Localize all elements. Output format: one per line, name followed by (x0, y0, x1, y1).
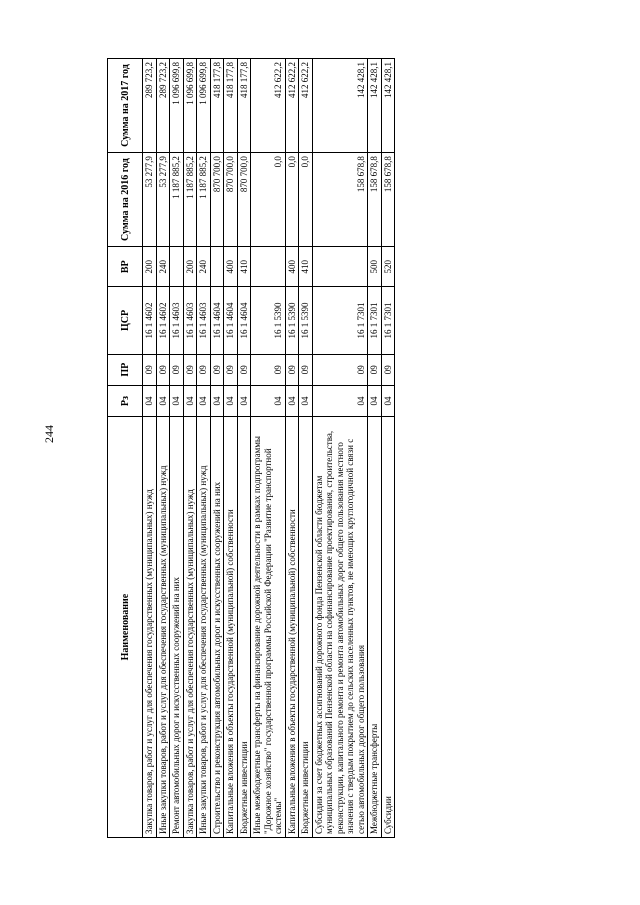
cell-vr: 500 (368, 247, 382, 287)
cell-vr: 410 (237, 247, 251, 287)
page-number: 244 (42, 425, 56, 443)
cell-vr (210, 247, 224, 287)
table-row (381, 59, 395, 838)
cell-vr (312, 247, 368, 287)
table-row (237, 59, 251, 838)
cell-pr: 09 (156, 354, 170, 385)
cell-sum-2017: 142 428,1 (381, 59, 395, 153)
cell-pr: 09 (170, 354, 184, 385)
cell-pr: 09 (285, 354, 299, 385)
cell-sum-2017: 418 177,8 (210, 59, 224, 153)
cell-csr: 16 1 4604 (237, 287, 251, 354)
cell-vr: 240 (197, 247, 211, 287)
cell-sum-2016: 0,0 (299, 153, 313, 247)
table-row (285, 59, 299, 838)
cell-sum-2016: 1 187 885,2 (197, 153, 211, 247)
cell-csr: 16 1 7301 (381, 287, 395, 354)
cell-vr (170, 247, 184, 287)
cell-sum-2016: 0,0 (251, 153, 286, 247)
header-pr: ПР (108, 354, 143, 385)
cell-csr: 16 1 4604 (224, 287, 238, 354)
table-row (170, 59, 184, 838)
cell-sum-2016: 53 277,9 (143, 153, 157, 247)
cell-rz: 04 (210, 385, 224, 416)
cell-rz: 04 (368, 385, 382, 416)
table-row (299, 59, 313, 838)
cell-sum-2017: 289 723,2 (156, 59, 170, 153)
table-row (312, 59, 368, 838)
cell-sum-2017: 1 096 699,8 (170, 59, 184, 153)
cell-name: Иные межбюджетные трансферты на финансирование дорожной деятельности в рамках подпрограммы "Дорожное хозяйство" государственной программы Российской Федерации "Развитие транспортной системы" (251, 417, 286, 838)
cell-pr: 09 (368, 354, 382, 385)
cell-csr: 16 1 7301 (368, 287, 382, 354)
cell-rz: 04 (224, 385, 238, 416)
cell-csr: 16 1 4603 (170, 287, 184, 354)
cell-sum-2016: 158 678,8 (368, 153, 382, 247)
cell-csr: 16 1 5390 (299, 287, 313, 354)
cell-vr: 200 (143, 247, 157, 287)
cell-pr: 09 (251, 354, 286, 385)
cell-csr: 16 1 7301 (312, 287, 368, 354)
cell-csr: 16 1 4603 (183, 287, 197, 354)
cell-sum-2016: 158 678,8 (312, 153, 368, 247)
cell-sum-2016: 1 187 885,2 (183, 153, 197, 247)
cell-rz: 04 (237, 385, 251, 416)
cell-rz: 04 (381, 385, 395, 416)
cell-rz: 04 (285, 385, 299, 416)
cell-csr: 16 1 4602 (156, 287, 170, 354)
cell-pr: 09 (143, 354, 157, 385)
cell-vr: 400 (285, 247, 299, 287)
header-vr: ВР (108, 247, 143, 287)
cell-name: Строительство и реконструкция автомобильных дорог и искусственных сооружений на них (210, 417, 224, 838)
cell-pr: 09 (237, 354, 251, 385)
cell-name: Межбюджетные трансферты (368, 417, 382, 838)
table-row (224, 59, 238, 838)
cell-pr: 09 (299, 354, 313, 385)
cell-sum-2017: 418 177,8 (237, 59, 251, 153)
header-rz: Рз (108, 385, 143, 416)
cell-sum-2016: 870 700,0 (210, 153, 224, 247)
cell-name: Субсидии за счет бюджетных ассигнований дорожного фонда Пензенской области бюджетам муниципальных образований Пензенской области на софинансирование проектирования, строительства, реконструкции, капитального ремонта и ремонта автомобильных дорог общего пользования местного значения с твердым покрытием до сельских населенных пунктов, не имеющих круглогодичной связи с сетью автомобильных дорог общего пользования (312, 417, 368, 838)
cell-vr: 520 (381, 247, 395, 287)
cell-sum-2017: 1 096 699,8 (183, 59, 197, 153)
cell-pr: 09 (381, 354, 395, 385)
cell-sum-2016: 158 678,8 (381, 153, 395, 247)
header-sum-2016: Сумма на 2016 год (108, 153, 143, 247)
cell-sum-2016: 870 700,0 (237, 153, 251, 247)
table-header-row (108, 59, 143, 838)
table-row (156, 59, 170, 838)
cell-name: Капитальные вложения в объекты государственной (муниципальной) собственности (224, 417, 238, 838)
cell-sum-2017: 412 622,2 (285, 59, 299, 153)
rotated-table-container (107, 58, 567, 838)
cell-pr: 09 (224, 354, 238, 385)
cell-sum-2017: 289 723,2 (143, 59, 157, 153)
cell-sum-2016: 1 187 885,2 (170, 153, 184, 247)
cell-sum-2016: 870 700,0 (224, 153, 238, 247)
table-row (368, 59, 382, 838)
cell-vr (251, 247, 286, 287)
cell-vr: 410 (299, 247, 313, 287)
cell-csr: 16 1 5390 (285, 287, 299, 354)
header-name: Наименование (108, 417, 143, 838)
cell-sum-2017: 412 622,2 (251, 59, 286, 153)
header-sum-2017: Сумма на 2017 год (108, 59, 143, 153)
cell-vr: 240 (156, 247, 170, 287)
cell-pr: 09 (183, 354, 197, 385)
cell-sum-2017: 418 177,8 (224, 59, 238, 153)
cell-sum-2016: 53 277,9 (156, 153, 170, 247)
cell-rz: 04 (251, 385, 286, 416)
table-row (210, 59, 224, 838)
cell-rz: 04 (143, 385, 157, 416)
cell-name: Иные закупки товаров, работ и услуг для обеспечения государственных (муниципальных) нужд (156, 417, 170, 838)
cell-rz: 04 (156, 385, 170, 416)
cell-csr: 16 1 4603 (197, 287, 211, 354)
table-row (197, 59, 211, 838)
cell-sum-2017: 1 096 699,8 (197, 59, 211, 153)
cell-vr: 400 (224, 247, 238, 287)
cell-name: Капитальные вложения в объекты государственной (муниципальной) собственности (285, 417, 299, 838)
table-row (251, 59, 286, 838)
cell-sum-2017: 412 622,2 (299, 59, 313, 153)
cell-vr: 200 (183, 247, 197, 287)
cell-rz: 04 (170, 385, 184, 416)
header-csr: ЦСР (108, 287, 143, 354)
table-row (183, 59, 197, 838)
cell-rz: 04 (312, 385, 368, 416)
cell-name: Субсидии (381, 417, 395, 838)
cell-rz: 04 (299, 385, 313, 416)
cell-sum-2017: 142 428,1 (368, 59, 382, 153)
cell-pr: 09 (312, 354, 368, 385)
cell-csr: 16 1 4602 (143, 287, 157, 354)
budget-table (107, 58, 395, 838)
cell-sum-2016: 0,0 (285, 153, 299, 247)
table-row (143, 59, 157, 838)
cell-name: Закупка товаров, работ и услуг для обеспечения государственных (муниципальных) нужд (143, 417, 157, 838)
cell-csr: 16 1 5390 (251, 287, 286, 354)
cell-name: Бюджетные инвестиции (237, 417, 251, 838)
cell-name: Ремонт автомобильных дорог и искусственных сооружений на них (170, 417, 184, 838)
cell-pr: 09 (197, 354, 211, 385)
cell-csr: 16 1 4604 (210, 287, 224, 354)
cell-name: Закупка товаров, работ и услуг для обеспечения государственных (муниципальных) нужд (183, 417, 197, 838)
cell-name: Бюджетные инвестиции (299, 417, 313, 838)
cell-rz: 04 (183, 385, 197, 416)
cell-pr: 09 (210, 354, 224, 385)
cell-sum-2017: 142 428,1 (312, 59, 368, 153)
cell-rz: 04 (197, 385, 211, 416)
cell-name: Иные закупки товаров, работ и услуг для обеспечения государственных (муниципальных) нужд (197, 417, 211, 838)
